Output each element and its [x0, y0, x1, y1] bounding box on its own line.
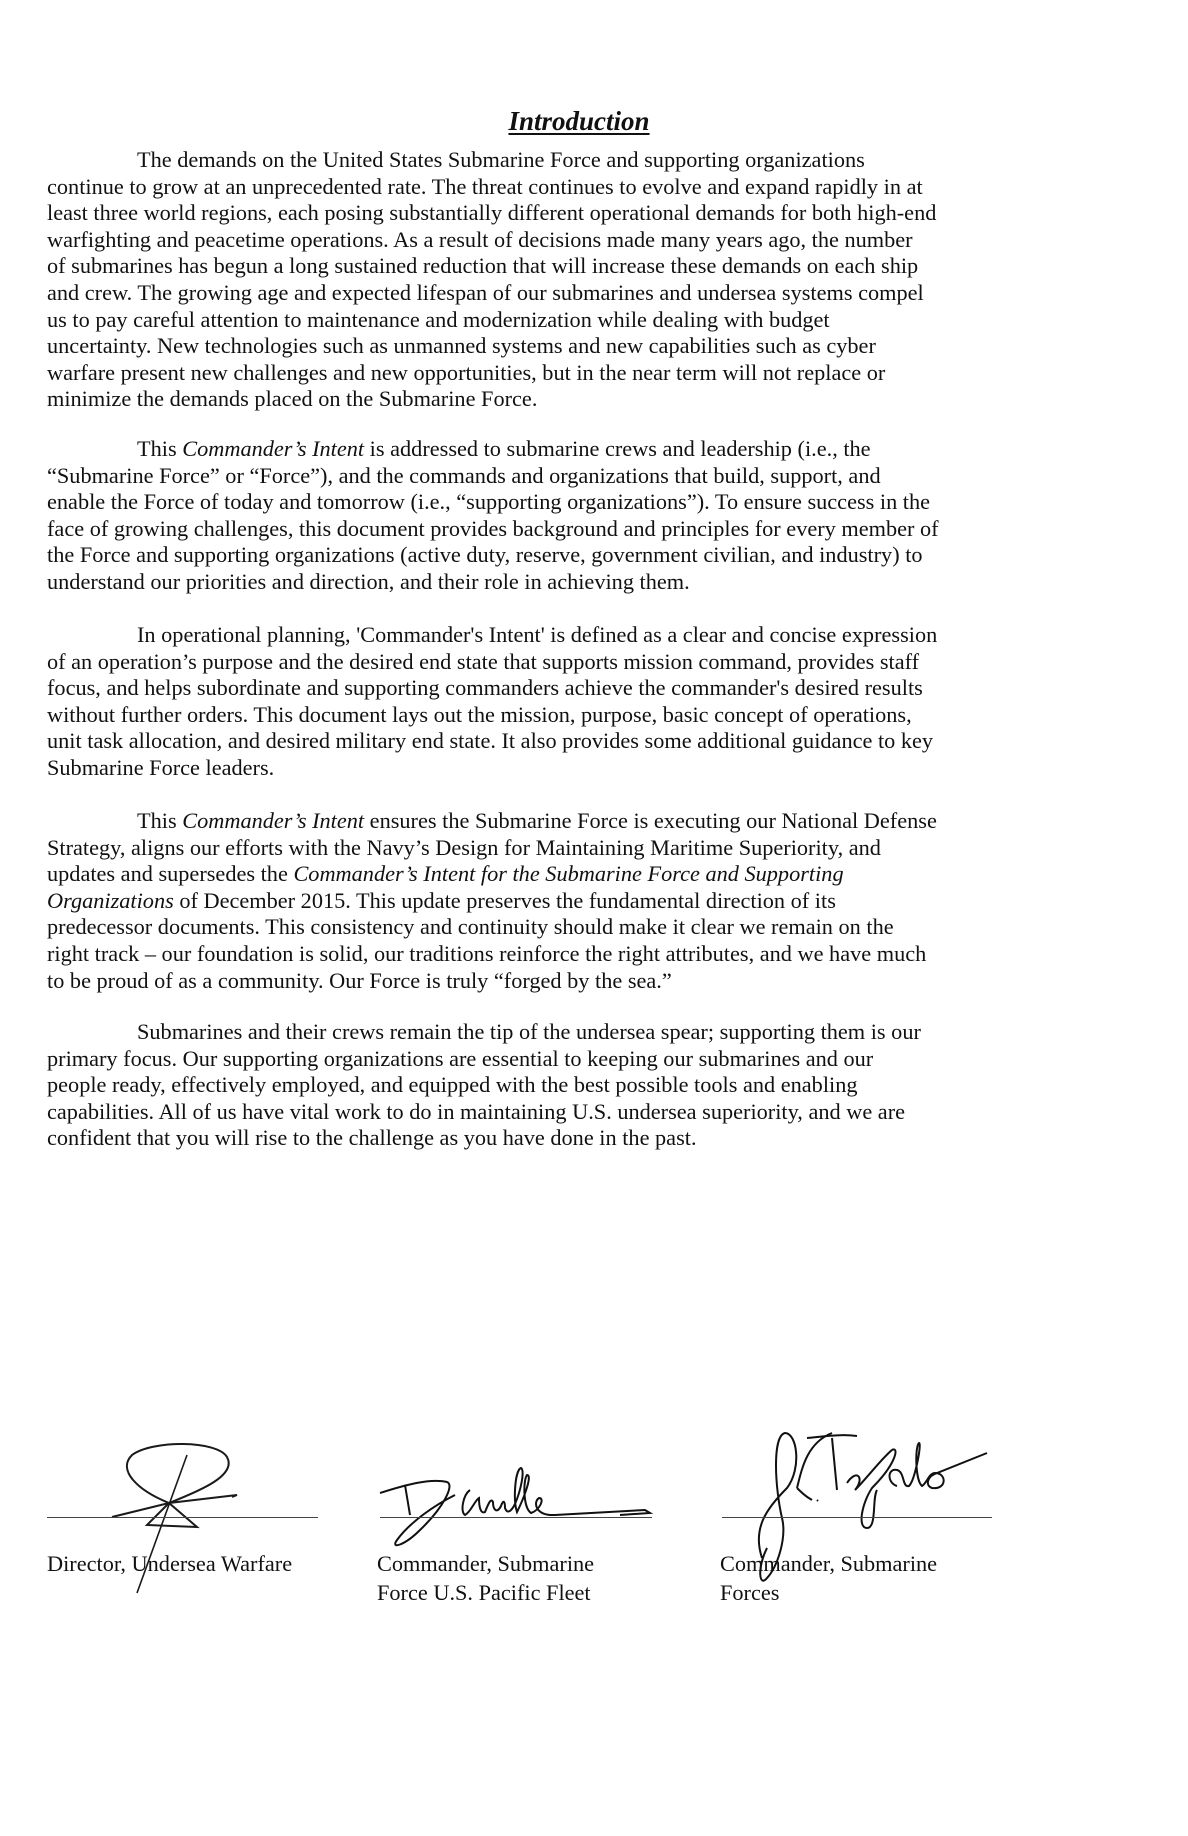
text-segment: of December 2015. This update preserves the fundamental direction of its — [173, 887, 836, 913]
signer-title-line: Force U.S. Pacific Fleet — [377, 1580, 591, 1605]
signature-block-comsubpac — [377, 1430, 710, 1630]
text-line: minimize the demands placed on the Submarine Force. — [47, 386, 538, 412]
signature-block-director — [47, 1430, 347, 1630]
text-segment: ensures the Submarine Force is executing our National Defense — [364, 808, 937, 833]
text-line: of an operation’s purpose and the desired end state that supports mission command, provides staff — [47, 648, 920, 674]
text-line: The demands on the United States Submarine Force and supporting organizations — [137, 147, 865, 172]
paragraph-strategy-alignment — [47, 808, 1147, 994]
signature-line — [722, 1517, 992, 1518]
signature-comsubpac-icon — [375, 1460, 675, 1560]
text-line: Submarines and their crews remain the tip of the undersea spear; supporting them is our — [137, 1019, 921, 1044]
signature-line — [47, 1517, 318, 1518]
text-line: warfighting and peacetime operations. As a result of decisions made many years ago, the number — [47, 226, 913, 252]
text-line: “Submarine Force” or “Force”), and the commands and organizations that build, support, and — [47, 462, 881, 488]
signature-block-comsubfor — [722, 1430, 1052, 1630]
signer-title — [47, 1549, 292, 1578]
text-line: without further orders. This document lays out the mission, purpose, basic concept of operations, — [47, 701, 912, 727]
text-segment: is addressed to submarine crews and leadership (i.e., the — [364, 436, 871, 461]
text-line: continue to grow at an unprecedented rate. The threat continues to evolve and expand rapidly in at — [47, 173, 923, 199]
signer-title — [720, 1549, 937, 1607]
text-line: unit task allocation, and desired military end state. It also provides some additional guidance to key — [47, 728, 934, 754]
text-line: of submarines has begun a long sustained reduction that will increase these demands on each ship — [47, 253, 919, 279]
signer-title-line: Commander, Submarine — [377, 1551, 595, 1576]
text-segment: This — [137, 808, 183, 833]
signer-title-line: Commander, Submarine — [720, 1551, 938, 1576]
text-segment: This — [137, 436, 183, 461]
text-line: Strategy, aligns our efforts with the Navy’s Design for Maintaining Maritime Superiority, and — [47, 834, 881, 860]
text-line: us to pay careful attention to maintenance and modernization while dealing with budget — [47, 306, 830, 332]
text-line: primary focus. Our supporting organizations are essential to keeping our submarines and our — [47, 1045, 874, 1071]
text-line: confident that you will rise to the challenge as you have done in the past. — [47, 1125, 697, 1151]
italic-title-text: Commander’s Intent — [182, 436, 365, 461]
text-line: focus, and helps subordinate and supporting commanders achieve the commander's desired results — [47, 675, 923, 701]
text-line: warfare present new challenges and new opportunities, but in the near term will not replace or — [47, 359, 886, 385]
signer-title — [377, 1549, 594, 1607]
italic-title-text: Organizations — [47, 887, 174, 913]
text-line: people ready, effectively employed, and equipped with the best possible tools and enabling — [47, 1072, 858, 1098]
text-line: uncertainty. New technologies such as unmanned systems and new capabilities such as cyber — [47, 333, 876, 359]
paragraph-primary-focus — [47, 1019, 1147, 1152]
paragraph-intro-demands — [47, 147, 1147, 413]
signer-title-line: Director, Undersea Warfare — [47, 1551, 293, 1576]
text-line: right track – our foundation is solid, our traditions reinforce the right attributes, and we have much — [47, 940, 927, 966]
text-line: enable the Force of today and tomorrow (i.e., “supporting organizations”). To ensure success in the — [47, 489, 931, 515]
paragraph-definition — [47, 622, 1147, 782]
text-line: to be proud of as a community. Our Force is truly “forged by the sea.” — [47, 967, 672, 993]
text-line: Submarine Force leaders. — [47, 754, 275, 780]
text-line: predecessor documents. This consistency and continuity should make it clear we remain on the — [47, 914, 894, 940]
signature-line — [380, 1517, 652, 1518]
text-line: capabilities. All of us have vital work to do in maintaining U.S. undersea superiority, and we are — [47, 1098, 906, 1124]
paragraph-audience — [47, 436, 1147, 596]
text-line: the Force and supporting organizations (active duty, reserve, government civilian, and industry) to — [47, 542, 923, 568]
text-line — [47, 436, 1147, 463]
text-line: face of growing challenges, this document provides background and principles for every member of — [47, 515, 939, 541]
text-line: least three world regions, each posing substantially different operational demands for both high-end — [47, 200, 937, 226]
text-line — [47, 888, 1147, 915]
text-line — [47, 861, 1147, 888]
text-line: understand our priorities and direction, and their role in achieving them. — [47, 568, 690, 594]
signer-title-line: Forces — [720, 1580, 780, 1605]
italic-title-text: Commander’s Intent — [182, 808, 365, 833]
text-line — [47, 808, 1147, 835]
text-line: In operational planning, 'Commander's Intent' is defined as a clear and concise expression — [137, 622, 938, 647]
text-line: and crew. The growing age and expected lifespan of our submarines and undersea systems compel — [47, 279, 924, 305]
text-segment: updates and supersedes the — [47, 861, 294, 887]
page-title: Introduction — [508, 106, 650, 136]
italic-title-text: Commander’s Intent for the Submarine Force and Supporting — [293, 861, 844, 887]
